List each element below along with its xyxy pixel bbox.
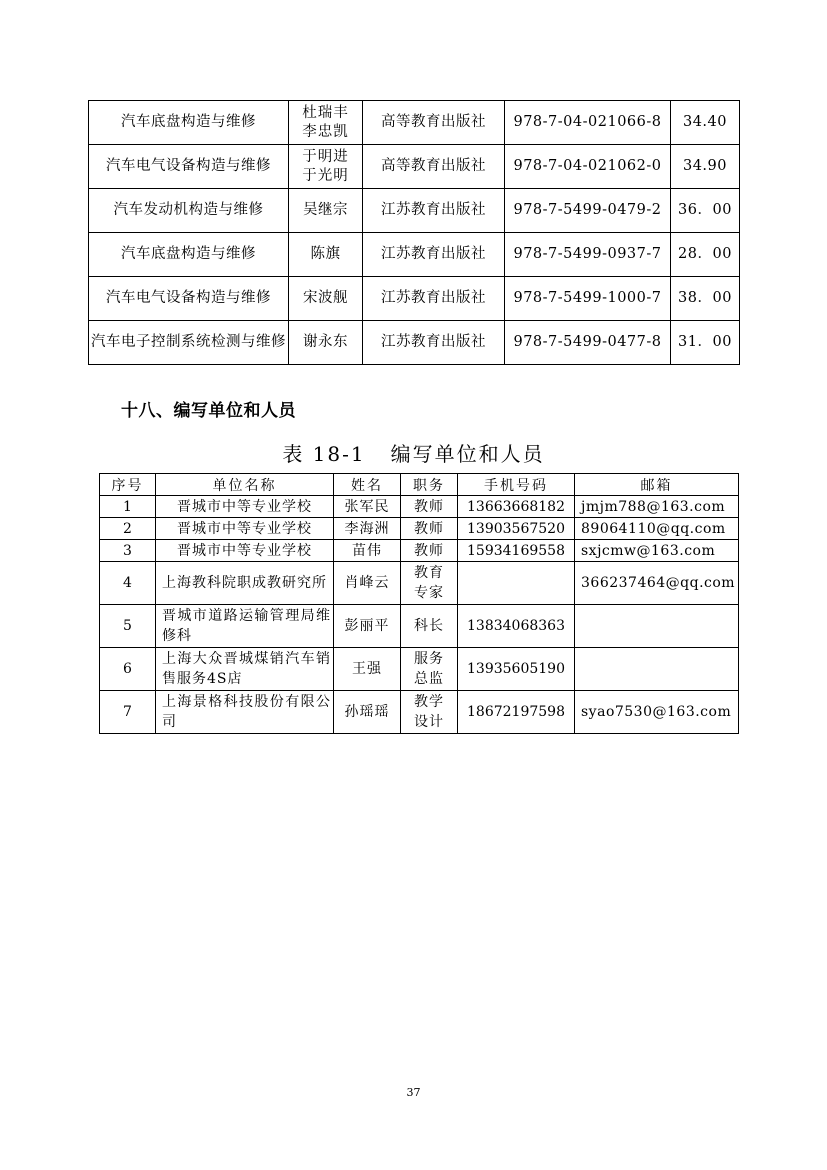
row-position: 教学设计 <box>401 691 458 734</box>
table-row <box>89 277 740 321</box>
header-position: 职务 <box>401 474 458 496</box>
row-email <box>575 648 739 691</box>
table-row <box>89 101 740 145</box>
row-unit: 晋城市道路运输管理局维修科 <box>156 605 334 648</box>
book-title: 汽车发动机构造与维修 <box>89 189 289 233</box>
book-authors: 宋波舰 <box>289 277 363 321</box>
row-name: 孙瑶瑶 <box>334 691 401 734</box>
table-caption: 表 18-1 编写单位和人员 <box>282 442 545 466</box>
table-row <box>89 321 740 365</box>
row-name: 彭丽平 <box>334 605 401 648</box>
row-position: 教师 <box>401 540 458 562</box>
table-row <box>100 562 739 605</box>
row-position: 教师 <box>401 496 458 518</box>
row-name: 王强 <box>334 648 401 691</box>
book-isbn: 978-7-04-021066-8 <box>505 101 671 145</box>
row-position: 教育专家 <box>401 562 458 605</box>
row-position: 服务总监 <box>401 648 458 691</box>
row-email: 89064110@qq.com <box>575 518 739 540</box>
book-price: 36．00 <box>671 189 740 233</box>
row-phone: 13663668182 <box>458 496 575 518</box>
row-unit: 晋城市中等专业学校 <box>156 518 334 540</box>
book-publisher: 江苏教育出版社 <box>363 189 505 233</box>
row-unit: 晋城市中等专业学校 <box>156 496 334 518</box>
book-title: 汽车底盘构造与维修 <box>89 101 289 145</box>
book-title: 汽车电气设备构造与维修 <box>89 277 289 321</box>
header-email: 邮箱 <box>575 474 739 496</box>
book-authors: 杜瑞丰 李忠凯 <box>289 101 363 145</box>
table-row <box>100 648 739 691</box>
table-row <box>89 189 740 233</box>
header-phone: 手机号码 <box>458 474 575 496</box>
book-price: 34.90 <box>671 145 740 189</box>
table-row <box>100 691 739 734</box>
row-phone: 13935605190 <box>458 648 575 691</box>
header-no: 序号 <box>100 474 156 496</box>
row-phone: 15934169558 <box>458 540 575 562</box>
table-row <box>100 518 739 540</box>
header-name: 姓名 <box>334 474 401 496</box>
textbook-table <box>88 100 740 365</box>
book-publisher: 江苏教育出版社 <box>363 277 505 321</box>
staff-table <box>99 473 739 734</box>
row-no: 1 <box>100 496 156 518</box>
book-isbn: 978-7-5499-0937-7 <box>505 233 671 277</box>
book-isbn: 978-7-5499-0477-8 <box>505 321 671 365</box>
row-position: 教师 <box>401 518 458 540</box>
page-number: 37 <box>406 1086 421 1099</box>
row-no: 6 <box>100 648 156 691</box>
row-phone: 18672197598 <box>458 691 575 734</box>
row-unit: 上海大众晋城煤销汽车销售服务4S店 <box>156 648 334 691</box>
book-authors: 于明进 于光明 <box>289 145 363 189</box>
row-unit: 上海教科院职成教研究所 <box>156 562 334 605</box>
book-publisher: 高等教育出版社 <box>363 145 505 189</box>
section-heading: 十八、编写单位和人员 <box>121 401 296 421</box>
book-price: 31．00 <box>671 321 740 365</box>
row-email: sxjcmw@163.com <box>575 540 739 562</box>
table-row <box>89 233 740 277</box>
row-name: 苗伟 <box>334 540 401 562</box>
row-phone <box>458 562 575 605</box>
book-isbn: 978-7-5499-1000-7 <box>505 277 671 321</box>
row-no: 2 <box>100 518 156 540</box>
book-isbn: 978-7-5499-0479-2 <box>505 189 671 233</box>
row-email: jmjm788@163.com <box>575 496 739 518</box>
book-publisher: 江苏教育出版社 <box>363 321 505 365</box>
table-row <box>100 496 739 518</box>
book-authors: 陈旗 <box>289 233 363 277</box>
row-phone: 13903567520 <box>458 518 575 540</box>
row-position: 科长 <box>401 605 458 648</box>
book-publisher: 高等教育出版社 <box>363 101 505 145</box>
row-phone: 13834068363 <box>458 605 575 648</box>
book-price: 34.40 <box>671 101 740 145</box>
row-no: 5 <box>100 605 156 648</box>
book-title: 汽车电气设备构造与维修 <box>89 145 289 189</box>
header-unit: 单位名称 <box>156 474 334 496</box>
table-row <box>89 145 740 189</box>
row-name: 李海洲 <box>334 518 401 540</box>
book-isbn: 978-7-04-021062-0 <box>505 145 671 189</box>
row-email: 366237464@qq.com <box>575 562 739 605</box>
row-no: 7 <box>100 691 156 734</box>
table-header-row <box>100 474 739 496</box>
book-authors: 吴继宗 <box>289 189 363 233</box>
row-email <box>575 605 739 648</box>
book-title: 汽车底盘构造与维修 <box>89 233 289 277</box>
book-title: 汽车电子控制系统检测与维修 <box>89 321 289 365</box>
table-row <box>100 540 739 562</box>
row-name: 张军民 <box>334 496 401 518</box>
book-price: 28．00 <box>671 233 740 277</box>
row-unit: 上海景格科技股份有限公司 <box>156 691 334 734</box>
book-price: 38．00 <box>671 277 740 321</box>
book-publisher: 江苏教育出版社 <box>363 233 505 277</box>
row-email: syao7530@163.com <box>575 691 739 734</box>
row-name: 肖峰云 <box>334 562 401 605</box>
row-no: 4 <box>100 562 156 605</box>
table-row <box>100 605 739 648</box>
row-no: 3 <box>100 540 156 562</box>
book-authors: 谢永东 <box>289 321 363 365</box>
row-unit: 晋城市中等专业学校 <box>156 540 334 562</box>
